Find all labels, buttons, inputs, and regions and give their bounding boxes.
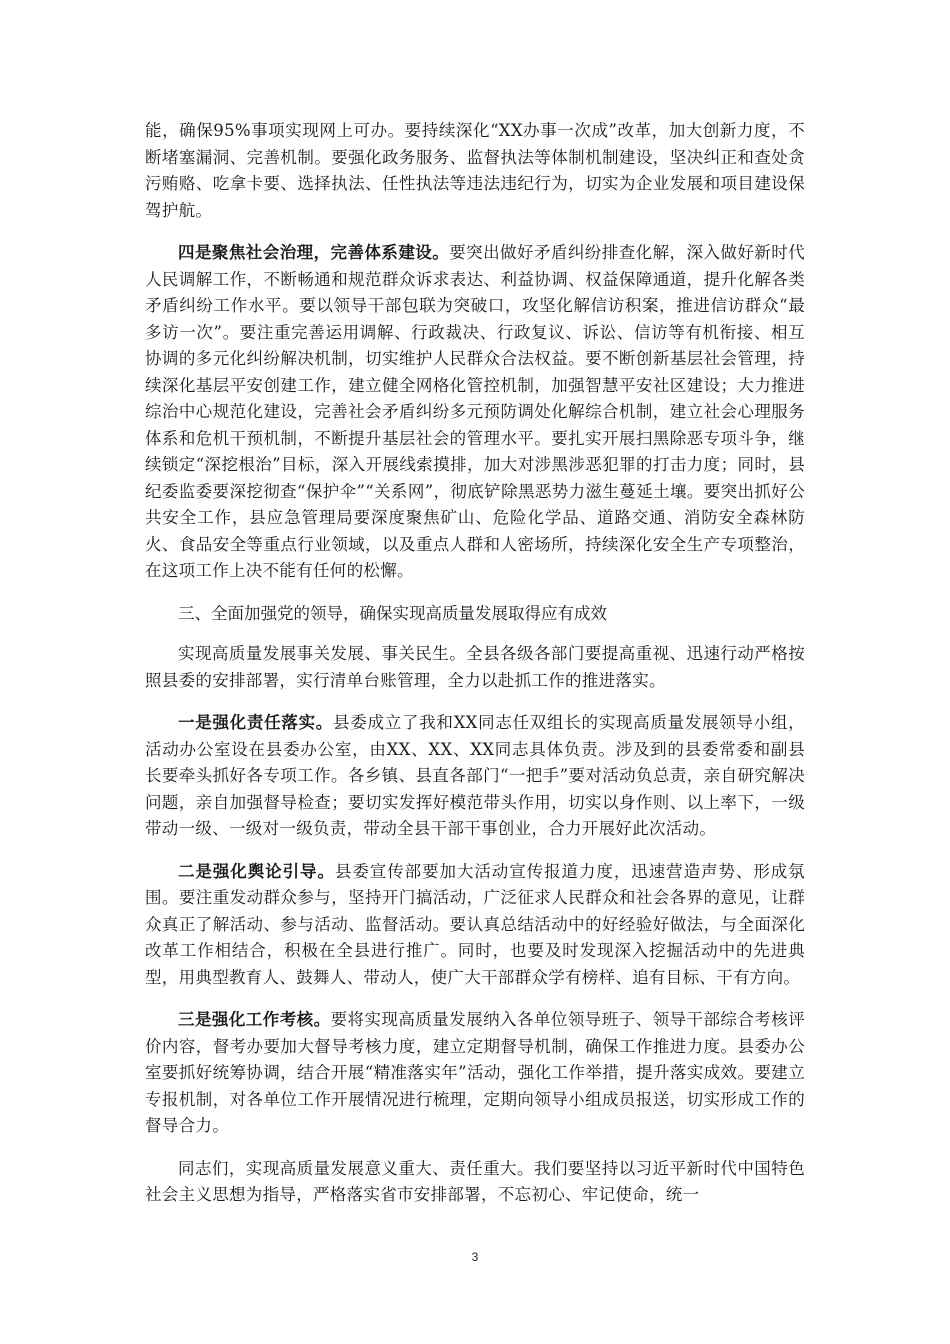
- paragraph-text: 能，确保95%事项实现网上可办。要持续深化“XX办事一次成”改革，加大创新力度，不断堵塞漏洞、完善机制。要强化政务服务、监督执法等体制机制建设，坚决纠正和查处贪污贿赂、吃拿卡要、选择执法、任性执法等违法违纪行为，切实为企业发展和项目建设保驾护航。: [145, 121, 805, 220]
- section-heading: 三、全面加强党的领导，确保实现高质量发展取得应有成效: [178, 603, 607, 623]
- paragraph-assessment: [145, 1007, 805, 1140]
- paragraph-text: 要将实现高质量发展纳入各单位领导班子、领导干部综合考核评价内容，督考办要加大督导考核力度，建立定期督导机制，确保工作推进力度。县委办公室要抓好统筹协调，结合开展“精准落实年”活动，强化工作举措，提升落实成效。要建立专报机制，对各单位工作开展情况进行梳理，定期向领导小组成员报送，切实形成工作的督导合力。: [145, 1010, 806, 1135]
- document-body: [145, 118, 805, 1225]
- paragraph-text: 县委成立了我和XX同志任双组长的实现高质量发展领导小组，活动办公室设在县委办公室，由XX、XX、XX同志具体负责。涉及到的县委常委和副县长要牵头抓好各专项工作。各乡镇、县直各部门“一把手”要对活动负总责，亲自研究解决问题，亲自加强督导检查；要切实发挥好模范带头作用，切实以身作则、以上率下，一级带动一级、一级对一级负责，带动全县干部干事创业，合力开展好此次活动。: [145, 713, 805, 838]
- paragraph-intro: [145, 641, 805, 694]
- paragraph-text: 同志们，实现高质量发展意义重大、责任重大。我们要坚持以习近平新时代中国特色社会主义思想为指导，严格落实省市安排部署，不忘初心、牢记使命，统一: [145, 1158, 805, 1204]
- paragraph-lead: 一是强化责任落实。: [178, 713, 334, 732]
- paragraph-lead: 三是强化工作考核。: [178, 1010, 331, 1029]
- paragraph-social-governance: [145, 240, 805, 585]
- paragraph-text: 实现高质量发展事关发展、事关民生。全县各级各部门要提高重视、迅速行动严格按照县委的安排部署，实行清单台账管理，全力以赴抓工作的推进落实。: [145, 644, 805, 690]
- paragraph-continuation: [145, 118, 805, 224]
- paragraph-public-opinion: [145, 859, 805, 992]
- paragraph-lead: 二是强化舆论引导。: [178, 861, 335, 881]
- paragraph-text: 要突出做好矛盾纠纷排查化解，深入做好新时代人民调解工作，不断畅通和规范群众诉求表达、利益协调、权益保障通道，提升化解各类矛盾纠纷工作水平。要以领导干部包联为突破口，攻坚化解信访积案，推进信访群众“最多访一次”。要注重完善运用调解、行政裁决、行政复议、诉讼、信访等有机衔接、相互协调的多元化纠纷解决机制，切实维护人民群众合法权益。要不断创新基层社会管理，持续深化基层平安创建工作，建立健全网格化管控机制，加强智慧平安社区建设；大力推进综治中心规范化建设，完善社会矛盾纠纷多元预防调处化解综合机制，建立社会心理服务体系和危机干预机制，不断提升基层社会的管理水平。要扎实开展扫黑除恶专项斗争，继续锁定“深挖根治”目标，深入开展线索摸排，加大对涉黑涉恶犯罪的打击力度；同时，县纪委监委要深挖彻查“保护伞”“关系网”，彻底铲除黑恶势力滋生蔓延土壤。要突出抓好公共安全工作，县应急管理局要深度聚焦矿山、危险化学品、道路交通、消防安全森林防火、食品安全等重点行业领域，以及重点人群和人密场所，持续深化安全生产专项整治，在这项工作上决不能有任何的松懈。: [145, 243, 805, 580]
- paragraph-responsibility: [145, 710, 805, 843]
- paragraph-lead: 四是聚焦社会治理，完善体系建设。: [178, 243, 450, 262]
- page-number: 3: [471, 1250, 479, 1264]
- paragraph-text: 县委宣传部要加大活动宣传报道力度，迅速营造声势、形成氛围。要注重发动群众参与，坚持开门搞活动，广泛征求人民群众和社会各界的意见，让群众真正了解活动、参与活动、监督活动。要认真总结活动中的好经验好做法，与全面深化改革工作相结合，积极在全县进行推广。同时，也要及时发现深入挖掘活动中的先进典型，用典型教育人、鼓舞人、带动人，使广大干部群众学有榜样、追有目标、干有方向。: [145, 861, 805, 987]
- paragraph-closing: [145, 1156, 805, 1209]
